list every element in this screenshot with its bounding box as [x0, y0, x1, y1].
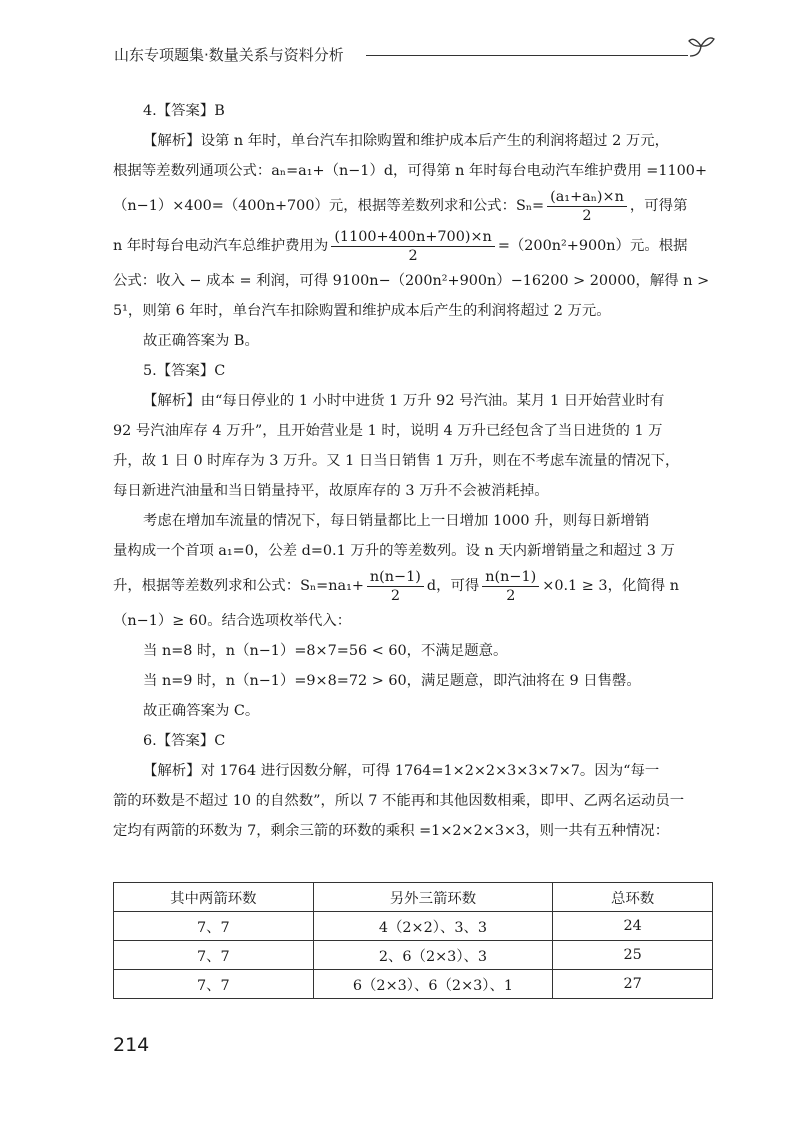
- q4-answer: 4.【答案】B: [143, 103, 225, 119]
- table-header-row: [114, 883, 713, 912]
- q6-answer: 6.【答案】C: [143, 733, 226, 749]
- header-title: 山东专项题集·数量关系与资料分析: [114, 46, 344, 64]
- table-cell: 4（2×2）、3、3: [313, 912, 553, 941]
- q5-line: 【解析】由“每日停业的 1 小时中进货 1 万升 92 号汽油。某月 1 日开始营业时有: [143, 393, 665, 409]
- header-rule: [366, 55, 688, 56]
- q5-line: 升，根据等差数列求和公式：Sₙ=na₁+ $\frac{n(n-1)}{2}$ d，可得 $\frac{n(n-1)}{2}$ ×0.1 ≥ 3，化简得 n: [113, 568, 679, 604]
- q4-sum-fraction: $\frac{\text{(a₁+aₙ)×n}}{2}$: [547, 188, 627, 225]
- score-table: [113, 882, 713, 999]
- q5-line: 升，故 1 日 0 时库存为 3 万升。又 1 日当日销售 1 万升，则在不考虑车流量的情况下，: [113, 453, 680, 469]
- page-number: 214: [113, 1034, 150, 1056]
- table-header-cell: 总环数: [553, 883, 713, 912]
- q5-line: 当 n=9 时，n（n−1）=9×8=72 > 60，满足题意，即汽油将在 9 日售罄。: [143, 673, 641, 689]
- table-cell: 7、7: [114, 941, 314, 970]
- q5-sum-fraction: $\frac{n(n-1)}{2}$: [367, 568, 424, 605]
- q4-line: 【解析】设第 n 年时，单台汽车扣除购置和维护成本后产生的利润将超过 2 万元，: [143, 133, 670, 149]
- table-cell: 6（2×3）、6（2×3）、1: [313, 970, 553, 999]
- q5-conclusion: 故正确答案为 C。: [143, 703, 260, 719]
- q6-line: 【解析】对 1764 进行因数分解，可得 1764=1×2×2×3×3×7×7。因为“每一: [143, 763, 660, 779]
- table-row: [114, 941, 713, 970]
- q6-line: 箭的环数是不超过 10 的自然数”，所以 7 不能再和其他因数相乘，即甲、乙两名运动员一: [113, 793, 685, 809]
- q4-conclusion: 故正确答案为 B。: [143, 333, 259, 349]
- table-row: [114, 970, 713, 999]
- q4-line: （n−1）×400=（400n+700）元，根据等差数列求和公式：Sₙ= $\frac{\text{(a₁+aₙ)×n}}{2}$ ，可得第: [113, 188, 688, 224]
- table-cell: 7、7: [114, 970, 314, 999]
- table-cell: 27: [553, 970, 713, 999]
- q4-line: 根据等差数列通项公式：aₙ=a₁+（n−1）d，可得第 n 年时每台电动汽车维护费用 =1100+: [113, 163, 708, 179]
- table-cell: 24: [553, 912, 713, 941]
- table-row: [114, 912, 713, 941]
- sprout-icon: [686, 32, 716, 62]
- table-header-cell: 其中两箭环数: [114, 883, 314, 912]
- q5-line: （n−1）≥ 60。结合选项枚举代入：: [113, 613, 352, 629]
- q4-cost-fraction: $\frac{(1100+400n+700)\times n}{2}$: [331, 228, 495, 265]
- table-cell: 25: [553, 941, 713, 970]
- q5-line: 量构成一个首项 a₁=0，公差 d=0.1 万升的等差数列。设 n 天内新增销量之和超过 3 万: [113, 543, 675, 559]
- q6-line: 定均有两箭的环数为 7，剩余三箭的环数的乘积 =1×2×2×3×3，则一共有五种情况：: [113, 823, 670, 839]
- q5-line: 每日新进汽油量和当日销量持平，故原库存的 3 万升不会被消耗掉。: [113, 483, 549, 499]
- page-body: [113, 96, 715, 846]
- q5-line: 92 号汽油库存 4 万升”，且开始营业是 1 时，说明 4 万升已经包含了当日进货的 1 万: [113, 423, 663, 439]
- q5-line: 考虑在增加车流量的情况下，每日销量都比上一日增加 1000 升，则每日新增销: [143, 513, 650, 529]
- q4-line: 公式：收入 − 成本 = 利润，可得 9100n−（200n²+900n）−16200 > 20000，解得 n >: [113, 273, 710, 289]
- q4-line: n 年时每台电动汽车总维护费用为 $\frac{(1100+400n+700)\times n}{2}$ =（200n²+900n）元。根据: [113, 228, 688, 264]
- q5-answer: 5.【答案】C: [143, 363, 226, 379]
- table-cell: 2、6（2×3）、3: [313, 941, 553, 970]
- q5-ineq-fraction: $\frac{n(n-1)}{2}$: [482, 568, 539, 605]
- q5-line: 当 n=8 时，n（n−1）=8×7=56 < 60，不满足题意。: [143, 643, 508, 659]
- q4-line: 5¹，则第 6 年时，单台汽车扣除购置和维护成本后产生的利润将超过 2 万元。: [113, 303, 611, 319]
- table-cell: 7、7: [114, 912, 314, 941]
- table-header-cell: 另外三箭环数: [313, 883, 553, 912]
